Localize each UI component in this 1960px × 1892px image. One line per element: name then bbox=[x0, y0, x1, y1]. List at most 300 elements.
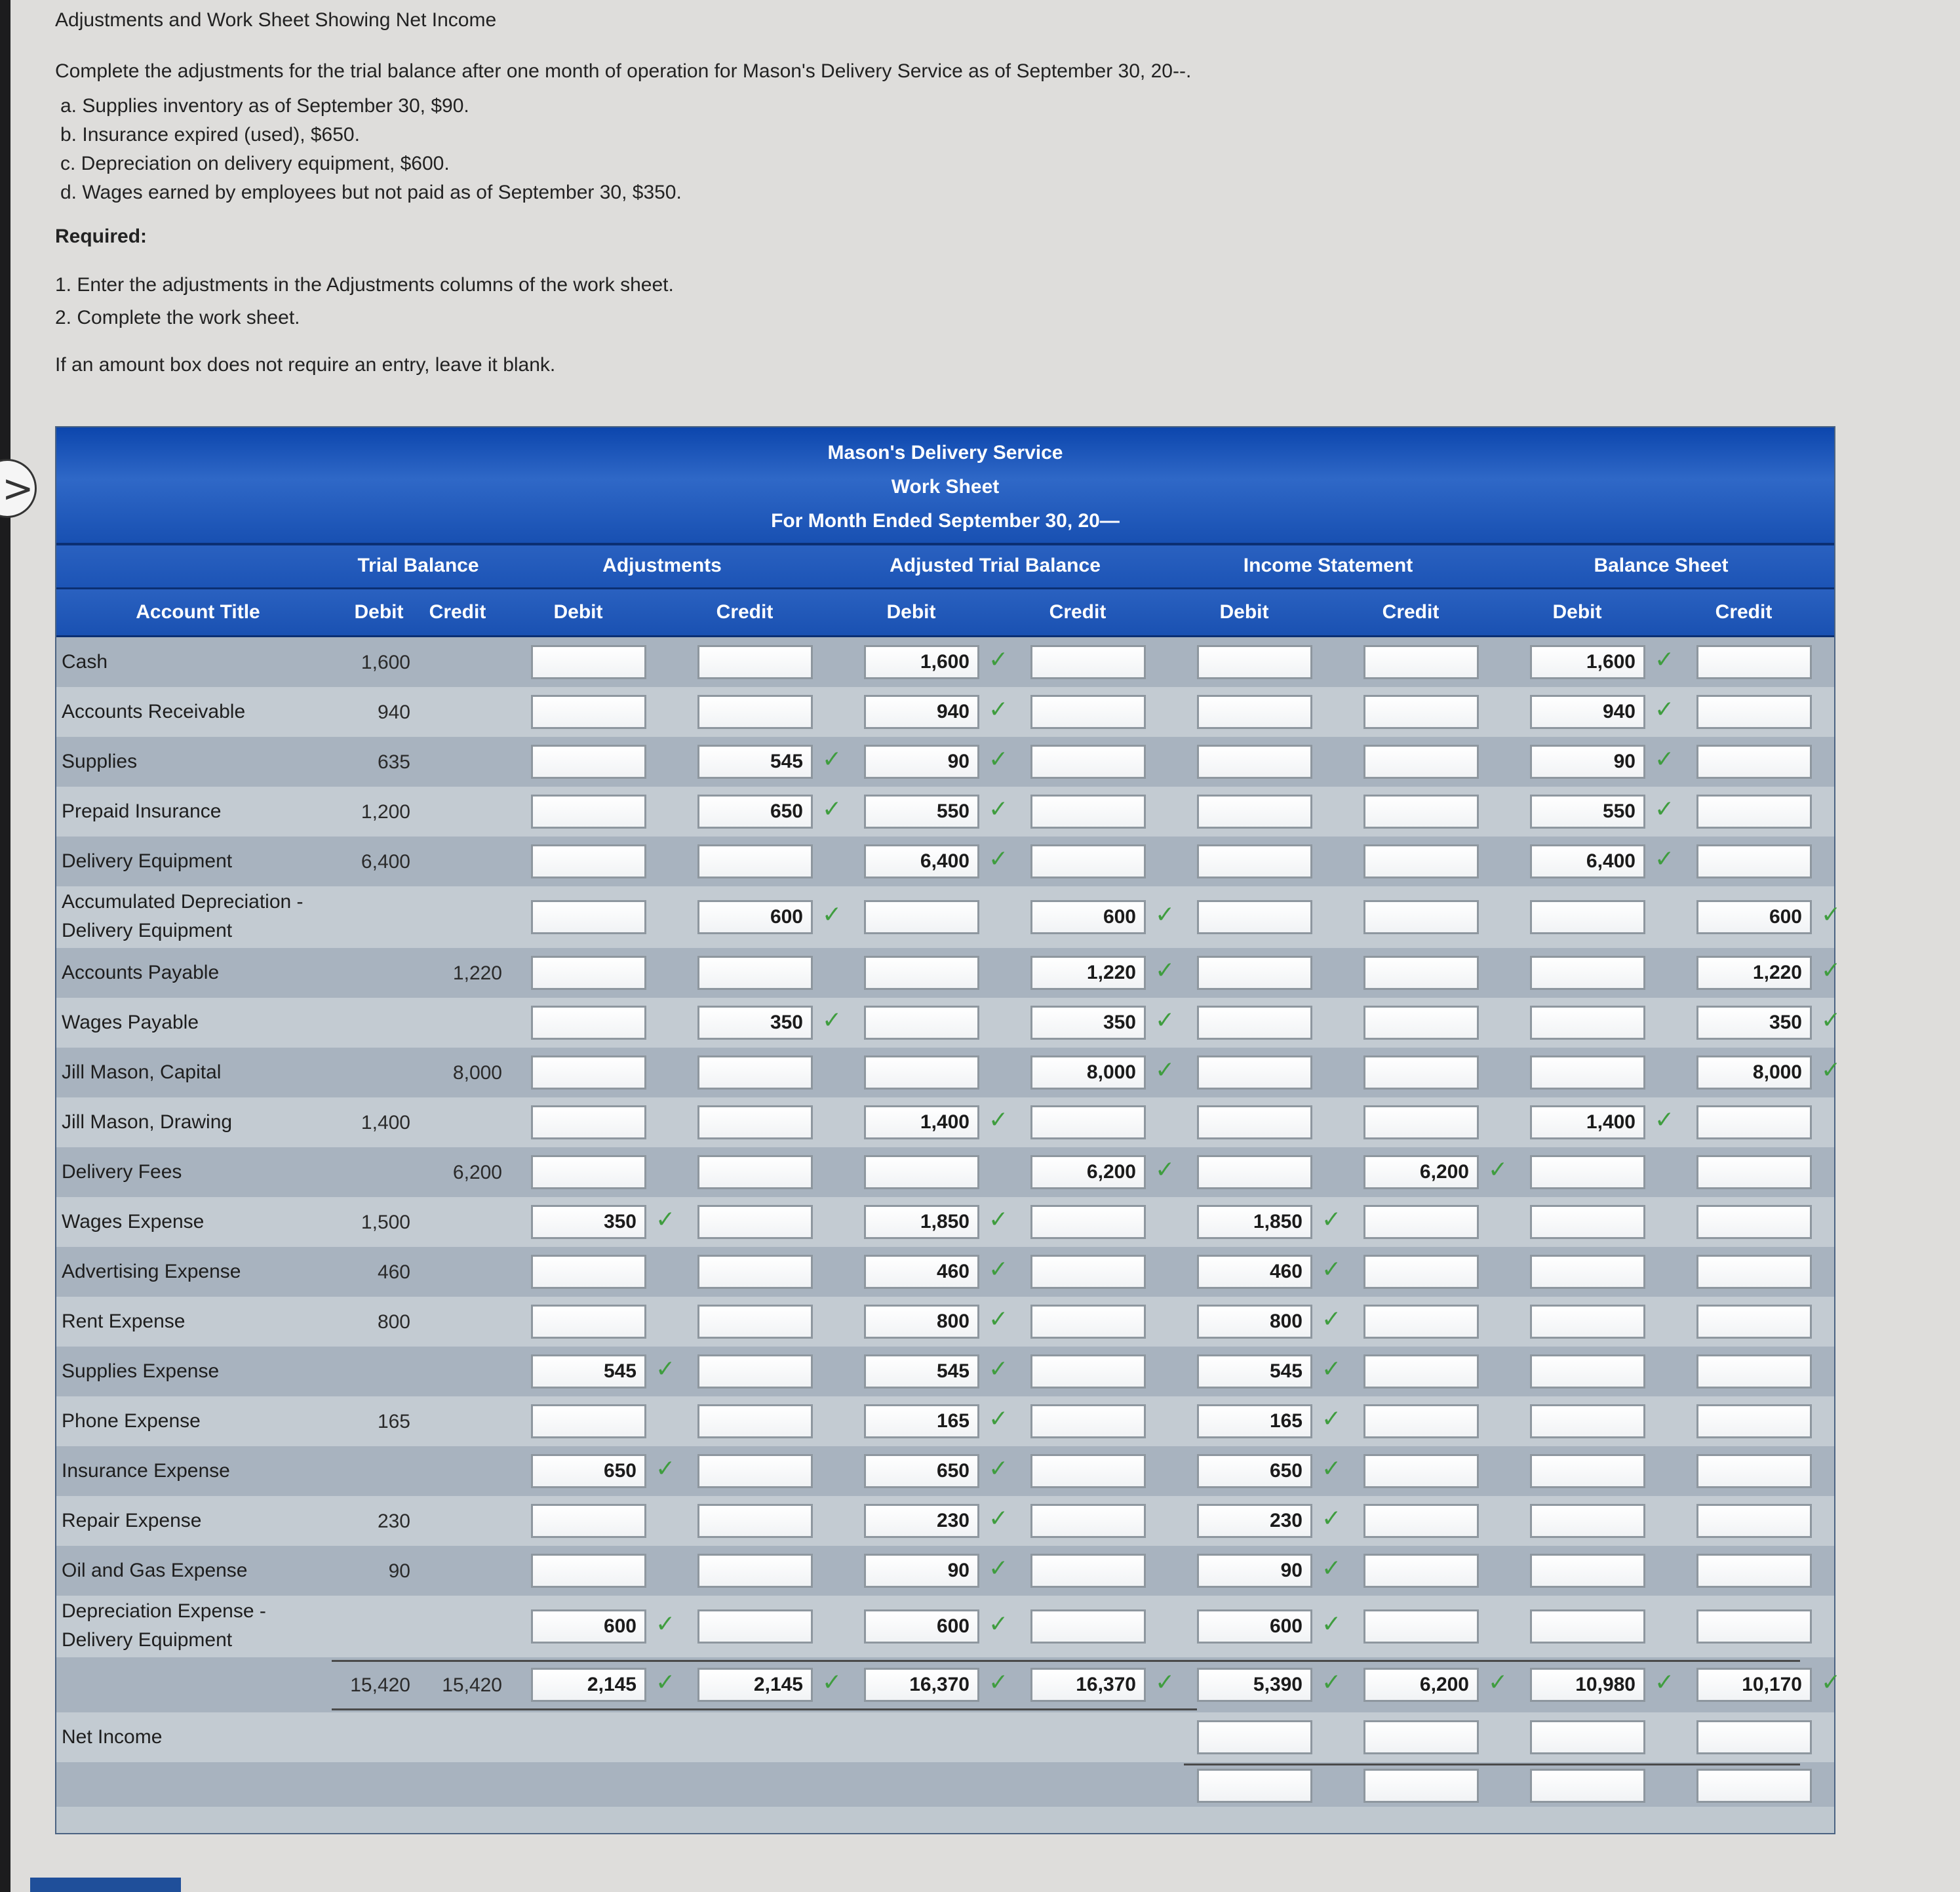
group-adjusted-trial-balance: Adjusted Trial Balance bbox=[890, 555, 1101, 576]
balance-sheet-debit-total-input[interactable]: 10,980 bbox=[1530, 1668, 1645, 1702]
balance-sheet-credit-input[interactable]: 1,220 bbox=[1696, 956, 1812, 990]
adjustments-credit-input[interactable] bbox=[697, 1609, 813, 1644]
balance-sheet-credit-input[interactable] bbox=[1696, 1155, 1812, 1189]
adjusted-tb-credit-input[interactable] bbox=[1030, 1305, 1146, 1339]
check-icon: ✓ bbox=[1655, 846, 1675, 873]
adjustments-debit-input[interactable] bbox=[531, 844, 646, 878]
check-icon: ✓ bbox=[989, 1256, 1009, 1283]
problem-statement bbox=[55, 9, 1825, 376]
adjusted-tb-debit-input[interactable]: 460 bbox=[864, 1255, 979, 1289]
check-icon: ✓ bbox=[1322, 1256, 1342, 1283]
check-icon: ✓ bbox=[1322, 1206, 1342, 1233]
balance-sheet-debit-input[interactable] bbox=[1530, 1305, 1645, 1339]
trial-balance-credit-total: 15,420 bbox=[442, 1674, 502, 1696]
col-tb-credit: Credit bbox=[429, 601, 486, 623]
required-item: 1. Enter the adjustments in the Adjustments columns of the work sheet. bbox=[55, 274, 674, 296]
balance-sheet-debit-input[interactable] bbox=[1530, 1404, 1645, 1438]
account-title-line: Repair Expense bbox=[62, 1510, 202, 1531]
income-statement-credit-input[interactable] bbox=[1363, 695, 1479, 729]
adjusted-tb-credit-input[interactable] bbox=[1030, 1205, 1146, 1239]
adjustments-credit-input[interactable] bbox=[697, 1354, 813, 1389]
table-row bbox=[56, 886, 1841, 948]
adjustments-credit-input[interactable]: 545 bbox=[697, 745, 813, 779]
account-title-line: Wages Expense bbox=[62, 1211, 205, 1232]
account-title bbox=[62, 888, 304, 945]
adjustments-credit-input[interactable] bbox=[697, 1255, 813, 1289]
adjusted-tb-debit-input[interactable]: 230 bbox=[864, 1504, 979, 1538]
income-statement-debit-input[interactable] bbox=[1197, 956, 1312, 990]
income-statement-debit-net-income-input[interactable] bbox=[1197, 1720, 1312, 1754]
income-statement-debit-total-input[interactable]: 5,390 bbox=[1197, 1668, 1312, 1702]
income-statement-debit-input[interactable] bbox=[1197, 900, 1312, 934]
adjusted-tb-debit-input[interactable]: 90 bbox=[864, 745, 979, 779]
adjustments-debit-input[interactable] bbox=[531, 900, 646, 934]
required-item: 2. Complete the work sheet. bbox=[55, 307, 300, 328]
adjustments-debit-input[interactable] bbox=[531, 1155, 646, 1189]
income-statement-credit-input[interactable] bbox=[1363, 1006, 1479, 1040]
income-statement-credit-input[interactable] bbox=[1363, 1305, 1479, 1339]
account-title-line: Delivery Equipment bbox=[62, 850, 233, 872]
adjusted-tb-credit-input[interactable] bbox=[1030, 1454, 1146, 1488]
trial-balance-debit: 230 bbox=[377, 1510, 410, 1532]
adjustments-debit-input[interactable] bbox=[531, 1055, 646, 1090]
adjusted-tb-debit-input[interactable]: 600 bbox=[864, 1609, 979, 1644]
account-title bbox=[62, 1008, 199, 1037]
income-statement-debit-input[interactable]: 90 bbox=[1197, 1554, 1312, 1588]
income-statement-credit-input[interactable] bbox=[1363, 1354, 1479, 1389]
account-title-line: Delivery Fees bbox=[62, 1161, 182, 1183]
account-title bbox=[62, 958, 219, 987]
adjustments-credit-input[interactable] bbox=[697, 1305, 813, 1339]
account-title bbox=[62, 1058, 221, 1087]
col-adj-debit: Debit bbox=[553, 601, 603, 623]
adjustments-credit-input[interactable] bbox=[697, 1205, 813, 1239]
adjusted-tb-debit-input[interactable]: 650 bbox=[864, 1454, 979, 1488]
account-title-line: Depreciation Expense - bbox=[62, 1600, 266, 1622]
account-title-line: Insurance Expense bbox=[62, 1460, 230, 1482]
balance-sheet-credit-net-income-input[interactable] bbox=[1696, 1720, 1812, 1754]
adjustments-credit-input[interactable] bbox=[697, 695, 813, 729]
adjustments-debit-input[interactable] bbox=[531, 1105, 646, 1139]
income-statement-debit-input[interactable] bbox=[1197, 745, 1312, 779]
table-row bbox=[56, 1048, 1841, 1097]
balance-sheet-credit-input[interactable] bbox=[1696, 1205, 1812, 1239]
balance-sheet-credit-input[interactable] bbox=[1696, 795, 1812, 829]
adjustment-item: d. Wages earned by employees but not paid as of September 30, $350. bbox=[60, 182, 682, 203]
check-icon: ✓ bbox=[1155, 957, 1175, 984]
check-icon: ✓ bbox=[1821, 901, 1841, 928]
balance-sheet-debit-input[interactable] bbox=[1530, 1055, 1645, 1090]
balance-sheet-debit-input[interactable]: 550 bbox=[1530, 795, 1645, 829]
income-statement-debit-input[interactable] bbox=[1197, 1006, 1312, 1040]
table-row bbox=[56, 737, 1834, 787]
adjustments-credit-total-input[interactable]: 2,145 bbox=[697, 1668, 813, 1702]
adjustments-debit-input[interactable] bbox=[531, 1504, 646, 1538]
adjustments-credit-input[interactable] bbox=[697, 1155, 813, 1189]
balance-sheet-debit-input[interactable] bbox=[1530, 1006, 1645, 1040]
adjusted-tb-debit-input[interactable]: 90 bbox=[864, 1554, 979, 1588]
balance-sheet-debit-input[interactable]: 6,400 bbox=[1530, 844, 1645, 878]
account-title-line: Prepaid Insurance bbox=[62, 800, 222, 822]
col-is-debit: Debit bbox=[1219, 601, 1269, 623]
income-statement-credit-input[interactable] bbox=[1363, 795, 1479, 829]
check-icon: ✓ bbox=[989, 1505, 1009, 1532]
adjustments-debit-input[interactable] bbox=[531, 745, 646, 779]
check-icon: ✓ bbox=[989, 646, 1009, 673]
adjusted-tb-debit-input[interactable]: 800 bbox=[864, 1305, 979, 1339]
adjustments-debit-input[interactable] bbox=[531, 1006, 646, 1040]
company-name: Mason's Delivery Service bbox=[827, 442, 1063, 463]
income-statement-credit-input[interactable] bbox=[1363, 1504, 1479, 1538]
adjustments-credit-input[interactable] bbox=[697, 1504, 813, 1538]
account-title-line: Advertising Expense bbox=[62, 1261, 241, 1282]
account-title bbox=[62, 1158, 182, 1187]
adjustments-debit-input[interactable] bbox=[531, 956, 646, 990]
group-income-statement: Income Statement bbox=[1243, 555, 1413, 576]
adjustments-credit-input[interactable] bbox=[697, 1055, 813, 1090]
account-title-line: Rent Expense bbox=[62, 1311, 186, 1332]
group-trial-balance: Trial Balance bbox=[357, 555, 479, 576]
income-statement-credit-input[interactable] bbox=[1363, 1055, 1479, 1090]
adjusted-tb-credit-input[interactable]: 600 bbox=[1030, 900, 1146, 934]
check-icon: ✓ bbox=[1655, 1669, 1675, 1696]
check-icon: ✓ bbox=[989, 1306, 1009, 1333]
account-title bbox=[62, 1556, 248, 1585]
previous-button[interactable] bbox=[0, 459, 37, 518]
balance-sheet-credit-input[interactable]: 350 bbox=[1696, 1006, 1812, 1040]
check-icon: ✓ bbox=[989, 1611, 1009, 1638]
balance-sheet-credit-final-total-input[interactable] bbox=[1696, 1769, 1812, 1803]
balance-sheet-debit-input[interactable] bbox=[1530, 1354, 1645, 1389]
balance-sheet-debit-input[interactable] bbox=[1530, 1155, 1645, 1189]
income-statement-credit-input[interactable] bbox=[1363, 844, 1479, 878]
check-icon: ✓ bbox=[1322, 1555, 1342, 1582]
balance-sheet-debit-final-total-input[interactable] bbox=[1530, 1769, 1645, 1803]
adjusted-tb-debit-input[interactable] bbox=[864, 1006, 979, 1040]
account-title-line: Accumulated Depreciation - bbox=[62, 891, 304, 913]
adjustments-credit-input[interactable] bbox=[697, 956, 813, 990]
check-icon: ✓ bbox=[989, 1455, 1009, 1482]
income-statement-debit-input[interactable]: 650 bbox=[1197, 1454, 1312, 1488]
check-icon: ✓ bbox=[1821, 1007, 1841, 1034]
adjustments-credit-input[interactable] bbox=[697, 1554, 813, 1588]
window-left-edge bbox=[0, 0, 10, 1892]
adjusted-tb-credit-input[interactable]: 8,000 bbox=[1030, 1055, 1146, 1090]
check-icon: ✓ bbox=[1488, 1156, 1508, 1183]
adjusted-tb-debit-input[interactable]: 550 bbox=[864, 795, 979, 829]
adjusted-tb-credit-input[interactable]: 6,200 bbox=[1030, 1155, 1146, 1189]
balance-sheet-debit-input[interactable]: 90 bbox=[1530, 745, 1645, 779]
check-icon: ✓ bbox=[989, 696, 1009, 723]
income-statement-credit-total-input[interactable]: 6,200 bbox=[1363, 1668, 1479, 1702]
adjustment-item: a. Supplies inventory as of September 30, $90. bbox=[60, 95, 469, 117]
adjustments-debit-input[interactable] bbox=[531, 1554, 646, 1588]
adjusted-tb-debit-input[interactable] bbox=[864, 900, 979, 934]
income-statement-debit-input[interactable] bbox=[1197, 844, 1312, 878]
adjusted-tb-credit-input[interactable] bbox=[1030, 1504, 1146, 1538]
check-icon: ✓ bbox=[1322, 1505, 1342, 1532]
adjustments-credit-input[interactable]: 650 bbox=[697, 795, 813, 829]
balance-sheet-credit-input[interactable] bbox=[1696, 695, 1812, 729]
balance-sheet-debit-input[interactable] bbox=[1530, 1554, 1645, 1588]
check-icon: ✓ bbox=[1155, 901, 1175, 928]
income-statement-debit-input[interactable]: 1,850 bbox=[1197, 1205, 1312, 1239]
adjustments-debit-input[interactable] bbox=[531, 795, 646, 829]
balance-sheet-credit-input[interactable] bbox=[1696, 1454, 1812, 1488]
adjusted-tb-credit-input[interactable] bbox=[1030, 1609, 1146, 1644]
income-statement-credit-input[interactable] bbox=[1363, 1609, 1479, 1644]
check-icon: ✓ bbox=[1655, 746, 1675, 773]
balance-sheet-credit-input[interactable] bbox=[1696, 1609, 1812, 1644]
income-statement-debit-input[interactable] bbox=[1197, 695, 1312, 729]
instruction-note: If an amount box does not require an entry, leave it blank. bbox=[55, 354, 556, 376]
income-statement-credit-input[interactable] bbox=[1363, 645, 1479, 679]
balance-sheet-debit-input[interactable]: 1,600 bbox=[1530, 645, 1645, 679]
check-icon: ✓ bbox=[656, 1455, 676, 1482]
account-title bbox=[62, 1208, 204, 1236]
check-icon: ✓ bbox=[989, 796, 1009, 823]
check-icon: ✓ bbox=[989, 1669, 1009, 1696]
adjusted-tb-debit-input[interactable] bbox=[864, 1155, 979, 1189]
balance-sheet-credit-input[interactable] bbox=[1696, 1305, 1812, 1339]
trial-balance-debit: 800 bbox=[377, 1311, 410, 1333]
adjusted-tb-credit-input[interactable] bbox=[1030, 1404, 1146, 1438]
income-statement-debit-input[interactable] bbox=[1197, 1105, 1312, 1139]
adjustments-debit-input[interactable] bbox=[531, 1305, 646, 1339]
income-statement-credit-input[interactable] bbox=[1363, 900, 1479, 934]
balance-sheet-debit-input[interactable] bbox=[1530, 956, 1645, 990]
adjusted-tb-debit-input[interactable]: 1,600 bbox=[864, 645, 979, 679]
check-icon: ✓ bbox=[1821, 957, 1841, 984]
income-statement-debit-input[interactable]: 230 bbox=[1197, 1504, 1312, 1538]
adjusted-tb-debit-input[interactable]: 6,400 bbox=[864, 844, 979, 878]
balance-sheet-debit-input[interactable] bbox=[1530, 1205, 1645, 1239]
table-row bbox=[56, 1496, 1834, 1546]
adjusted-tb-credit-input[interactable]: 1,220 bbox=[1030, 956, 1146, 990]
income-statement-credit-input[interactable] bbox=[1363, 745, 1479, 779]
adjustments-debit-total-input[interactable]: 2,145 bbox=[531, 1668, 646, 1702]
balance-sheet-credit-input[interactable]: 8,000 bbox=[1696, 1055, 1812, 1090]
adjustments-debit-input[interactable] bbox=[531, 1255, 646, 1289]
income-statement-debit-input[interactable]: 800 bbox=[1197, 1305, 1312, 1339]
table-row bbox=[56, 1446, 1834, 1496]
adjustments-debit-input[interactable]: 600 bbox=[531, 1609, 646, 1644]
adjustments-debit-input[interactable]: 350 bbox=[531, 1205, 646, 1239]
check-icon: ✓ bbox=[822, 901, 842, 928]
required-list bbox=[55, 269, 1825, 334]
income-statement-debit-input[interactable] bbox=[1197, 1055, 1312, 1090]
balance-sheet-debit-input[interactable] bbox=[1530, 900, 1645, 934]
account-title bbox=[62, 1108, 232, 1137]
balance-sheet-credit-input[interactable] bbox=[1696, 1504, 1812, 1538]
income-statement-credit-input[interactable] bbox=[1363, 1255, 1479, 1289]
income-statement-debit-input[interactable]: 460 bbox=[1197, 1255, 1312, 1289]
trial-balance-debit: 460 bbox=[377, 1261, 410, 1283]
account-title bbox=[62, 1457, 230, 1486]
check-icon: ✓ bbox=[1655, 646, 1675, 673]
balance-sheet-debit-input[interactable] bbox=[1530, 1609, 1645, 1644]
adjusted-tb-credit-total-input[interactable]: 16,370 bbox=[1030, 1668, 1146, 1702]
adjusted-tb-debit-input[interactable]: 940 bbox=[864, 695, 979, 729]
adjustments-credit-input[interactable] bbox=[697, 1404, 813, 1438]
account-title bbox=[62, 747, 137, 776]
check-icon: ✓ bbox=[1655, 796, 1675, 823]
adjustments-credit-input[interactable]: 350 bbox=[697, 1006, 813, 1040]
check-icon: ✓ bbox=[989, 846, 1009, 873]
account-title bbox=[62, 698, 245, 726]
balance-sheet-credit-input[interactable]: 600 bbox=[1696, 900, 1812, 934]
adjustments-debit-input[interactable] bbox=[531, 645, 646, 679]
check-icon: ✓ bbox=[656, 1611, 676, 1638]
income-statement-credit-input[interactable]: 6,200 bbox=[1363, 1155, 1479, 1189]
bottom-tab[interactable] bbox=[30, 1878, 181, 1892]
adjustments-debit-input[interactable] bbox=[531, 695, 646, 729]
balance-sheet-credit-input[interactable] bbox=[1696, 1105, 1812, 1139]
account-title bbox=[62, 1507, 201, 1535]
net-income-label: Net Income bbox=[62, 1726, 163, 1748]
adjustments-credit-input[interactable] bbox=[697, 1454, 813, 1488]
table-row bbox=[56, 1546, 1834, 1596]
balance-sheet-debit-net-income-input[interactable] bbox=[1530, 1720, 1645, 1754]
income-statement-credit-input[interactable] bbox=[1363, 1554, 1479, 1588]
income-statement-credit-net-income-input[interactable] bbox=[1363, 1720, 1479, 1754]
col-account-title: Account Title bbox=[136, 601, 260, 623]
account-title bbox=[62, 648, 108, 677]
problem-title: Adjustments and Work Sheet Showing Net Income bbox=[55, 9, 497, 31]
work-sheet bbox=[55, 426, 1841, 1834]
account-title-line: Accounts Payable bbox=[62, 962, 220, 983]
balance-sheet-credit-input[interactable] bbox=[1696, 844, 1812, 878]
balance-sheet-credit-input[interactable] bbox=[1696, 745, 1812, 779]
balance-sheet-credit-total-input[interactable]: 10,170 bbox=[1696, 1668, 1812, 1702]
column-group-header bbox=[56, 545, 1834, 589]
adjusted-tb-debit-input[interactable]: 1,400 bbox=[864, 1105, 979, 1139]
trial-balance-debit: 635 bbox=[377, 751, 410, 773]
table-row bbox=[56, 787, 1834, 837]
adjustments-debit-input[interactable]: 545 bbox=[531, 1354, 646, 1389]
adjustments-debit-input[interactable] bbox=[531, 1404, 646, 1438]
account-title-line: Supplies Expense bbox=[62, 1360, 220, 1382]
adjusted-tb-credit-input[interactable] bbox=[1030, 1255, 1146, 1289]
balance-sheet-credit-input[interactable] bbox=[1696, 1255, 1812, 1289]
trial-balance-credit: 1,220 bbox=[452, 962, 502, 984]
trial-balance-debit: 165 bbox=[377, 1411, 410, 1432]
adjusted-tb-credit-input[interactable]: 350 bbox=[1030, 1006, 1146, 1040]
check-icon: ✓ bbox=[1655, 696, 1675, 723]
work-sheet-period: For Month Ended September 30, 20— bbox=[771, 510, 1120, 532]
check-icon: ✓ bbox=[1655, 1107, 1675, 1133]
check-icon: ✓ bbox=[1488, 1669, 1508, 1696]
check-icon: ✓ bbox=[822, 1007, 842, 1034]
totals-double-rule bbox=[332, 1708, 1197, 1710]
income-statement-credit-input[interactable] bbox=[1363, 956, 1479, 990]
table-row bbox=[56, 1347, 1834, 1396]
balance-sheet-debit-input[interactable] bbox=[1530, 1454, 1645, 1488]
balance-sheet-debit-input[interactable] bbox=[1530, 1504, 1645, 1538]
account-title-line: Wages Payable bbox=[62, 1012, 199, 1033]
account-title-line: Jill Mason, Drawing bbox=[62, 1111, 233, 1133]
adjusted-tb-debit-input[interactable] bbox=[864, 1055, 979, 1090]
income-statement-debit-input[interactable]: 600 bbox=[1197, 1609, 1312, 1644]
adjustments-credit-input[interactable] bbox=[697, 1105, 813, 1139]
adjusted-tb-debit-total-input[interactable]: 16,370 bbox=[864, 1668, 979, 1702]
account-title-line: Delivery Equipment bbox=[62, 920, 233, 941]
income-statement-debit-input[interactable] bbox=[1197, 645, 1312, 679]
required-label: Required: bbox=[55, 226, 147, 247]
col-atb-credit: Credit bbox=[1049, 601, 1107, 623]
check-icon: ✓ bbox=[989, 1406, 1009, 1432]
adjusted-tb-credit-input[interactable] bbox=[1030, 844, 1146, 878]
income-statement-credit-input[interactable] bbox=[1363, 1205, 1479, 1239]
income-statement-credit-input[interactable] bbox=[1363, 1454, 1479, 1488]
check-icon: ✓ bbox=[989, 746, 1009, 773]
adjustments-credit-input[interactable]: 600 bbox=[697, 900, 813, 934]
balance-sheet-credit-input[interactable] bbox=[1696, 645, 1812, 679]
col-bs-credit: Credit bbox=[1715, 601, 1773, 623]
check-icon: ✓ bbox=[1322, 1356, 1342, 1383]
adjusted-tb-credit-input[interactable] bbox=[1030, 795, 1146, 829]
account-title-line: Accounts Receivable bbox=[62, 701, 246, 722]
totals-rule bbox=[332, 1660, 1800, 1662]
balance-sheet-credit-input[interactable] bbox=[1696, 1354, 1812, 1389]
adjusted-tb-debit-input[interactable]: 545 bbox=[864, 1354, 979, 1389]
adjustments-credit-input[interactable] bbox=[697, 645, 813, 679]
check-icon: ✓ bbox=[656, 1356, 676, 1383]
adjusted-tb-credit-input[interactable] bbox=[1030, 1354, 1146, 1389]
balance-sheet-credit-input[interactable] bbox=[1696, 1404, 1812, 1438]
column-header bbox=[56, 589, 1834, 637]
income-statement-debit-input[interactable] bbox=[1197, 795, 1312, 829]
adjusted-tb-credit-input[interactable] bbox=[1030, 745, 1146, 779]
income-statement-debit-final-total-input[interactable] bbox=[1197, 1769, 1312, 1803]
table-row bbox=[56, 1297, 1834, 1347]
group-balance-sheet: Balance Sheet bbox=[1594, 555, 1729, 576]
adjusted-tb-debit-input[interactable]: 1,850 bbox=[864, 1205, 979, 1239]
problem-intro: Complete the adjustments for the trial balance after one month of operation for Mason's Delivery Service as of September 30, 20--. bbox=[55, 60, 1192, 82]
balance-sheet-credit-input[interactable] bbox=[1696, 1554, 1812, 1588]
adjustments-credit-input[interactable] bbox=[697, 844, 813, 878]
balance-sheet-debit-input[interactable]: 1,400 bbox=[1530, 1105, 1645, 1139]
income-statement-credit-input[interactable] bbox=[1363, 1404, 1479, 1438]
table-row bbox=[56, 1197, 1834, 1247]
trial-balance-debit: 90 bbox=[388, 1560, 410, 1582]
adjusted-tb-debit-input[interactable]: 165 bbox=[864, 1404, 979, 1438]
income-statement-credit-final-total-input[interactable] bbox=[1363, 1769, 1479, 1803]
adjusted-tb-credit-input[interactable] bbox=[1030, 695, 1146, 729]
adjusted-tb-credit-input[interactable] bbox=[1030, 1105, 1146, 1139]
account-title-line: Jill Mason, Capital bbox=[62, 1061, 222, 1083]
adjusted-tb-debit-input[interactable] bbox=[864, 956, 979, 990]
balance-sheet-debit-input[interactable] bbox=[1530, 1255, 1645, 1289]
adjusted-tb-credit-input[interactable] bbox=[1030, 645, 1146, 679]
account-title bbox=[62, 847, 232, 876]
balance-sheet-debit-input[interactable]: 940 bbox=[1530, 695, 1645, 729]
check-icon: ✓ bbox=[1155, 1669, 1175, 1696]
income-statement-debit-input[interactable]: 165 bbox=[1197, 1404, 1312, 1438]
check-icon: ✓ bbox=[822, 746, 842, 773]
check-icon: ✓ bbox=[1155, 1007, 1175, 1034]
income-statement-credit-input[interactable] bbox=[1363, 1105, 1479, 1139]
adjustment-list bbox=[55, 92, 1825, 207]
check-icon: ✓ bbox=[989, 1555, 1009, 1582]
trial-balance-debit-total: 15,420 bbox=[350, 1674, 410, 1696]
check-icon: ✓ bbox=[656, 1669, 676, 1696]
adjustments-debit-input[interactable]: 650 bbox=[531, 1454, 646, 1488]
income-statement-debit-input[interactable] bbox=[1197, 1155, 1312, 1189]
income-statement-debit-input[interactable]: 545 bbox=[1197, 1354, 1312, 1389]
trial-balance-debit: 940 bbox=[377, 701, 410, 723]
adjusted-tb-credit-input[interactable] bbox=[1030, 1554, 1146, 1588]
